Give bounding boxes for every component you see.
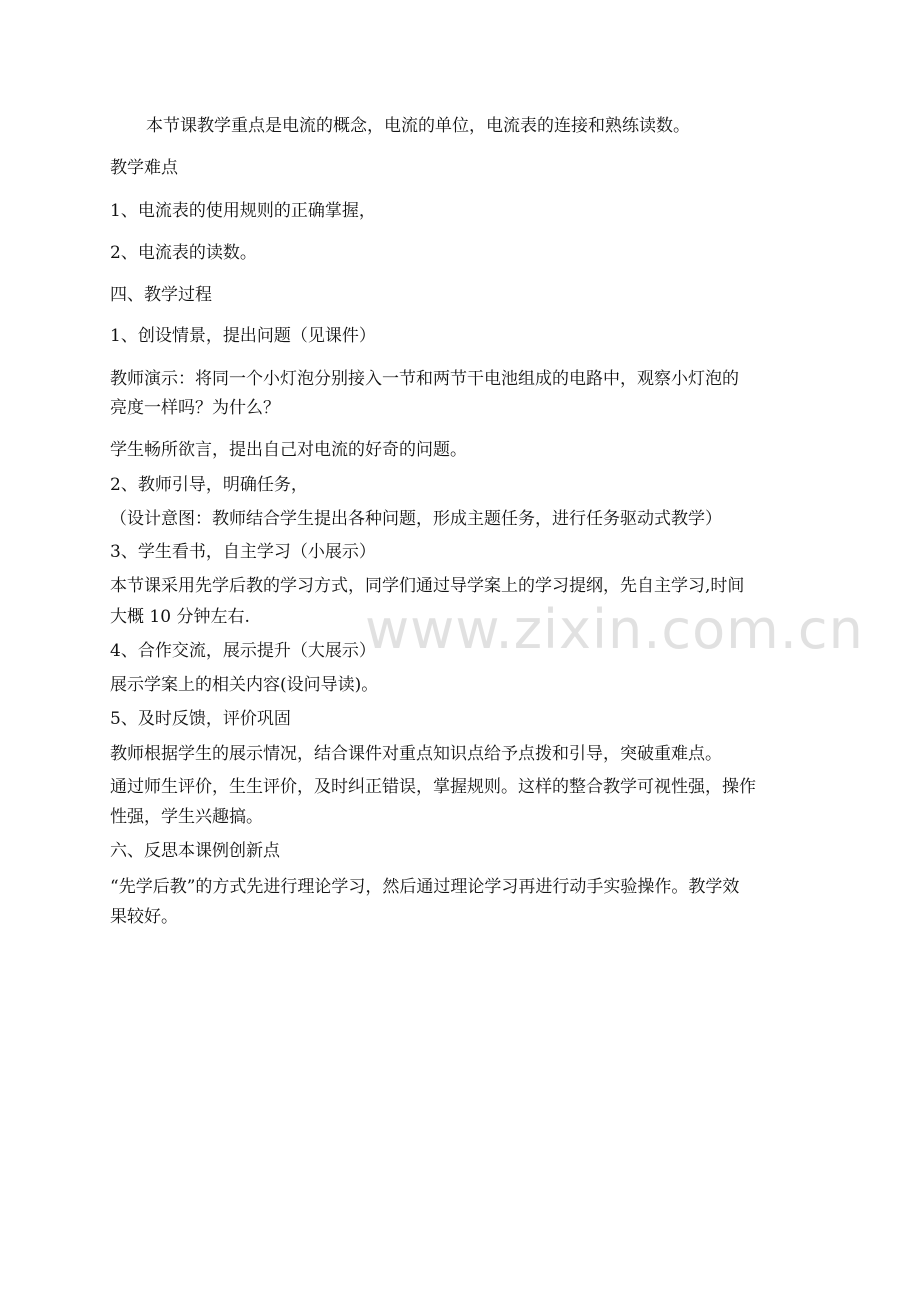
watermark: www.zixin.com.cn: [365, 598, 864, 661]
paragraph-self-study-line-2: 大概 10 分钟左右.: [110, 607, 250, 627]
paragraph-reflection-line-2: 果较好。: [110, 907, 178, 927]
paragraph-show-content: 展示学案上的相关内容(设问导读)。: [110, 675, 379, 695]
list-item-difficulty-1: 1、电流表的使用规则的正确掌握，: [110, 201, 376, 221]
step-1-heading: 1、创设情景，提出问题（见课件）: [110, 326, 376, 346]
paragraph-students-questions: 学生畅所欲言，提出自己对电流的好奇的问题。: [110, 440, 467, 460]
paragraph-demo-line-1: 教师演示：将同一个小灯泡分别接入一节和两节干电池组成的电路中，观察小灯泡的: [110, 369, 739, 389]
heading-difficulties: 教学难点: [110, 158, 178, 178]
paragraph-evaluation-line-2: 性强，学生兴趣搞。: [110, 807, 263, 827]
step-4-heading: 4、合作交流，展示提升（大展示）: [110, 641, 376, 661]
paragraph-evaluation-line-1: 通过师生评价，生生评价，及时纠正错误，掌握规则。这样的整合教学可视性强，操作: [110, 777, 756, 797]
paragraph-reflection-line-1: “先学后教”的方式先进行理论学习，然后通过理论学习再进行动手实验操作。教学效: [110, 877, 740, 897]
paragraph-feedback: 教师根据学生的展示情况，结合课件对重点知识点给予点拨和引导，突破重难点。: [110, 744, 722, 764]
paragraph-demo-line-2: 亮度一样吗？为什么？: [110, 398, 280, 418]
step-3-heading: 3、学生看书，自主学习（小展示）: [110, 542, 376, 562]
heading-teaching-process: 四、教学过程: [110, 285, 212, 305]
list-item-difficulty-2: 2、电流表的读数。: [110, 243, 257, 263]
paragraph-design-intent: （设计意图：教师结合学生提出各种问题，形成主题任务，进行任务驱动式教学）: [110, 509, 722, 529]
heading-reflection: 六、反思本课例创新点: [110, 841, 280, 861]
paragraph-key-points: 本节课教学重点是电流的概念，电流的单位，电流表的连接和熟练读数。: [146, 116, 690, 136]
step-5-heading: 5、及时反馈，评价巩固: [110, 709, 291, 729]
step-2-heading: 2、教师引导，明确任务，: [110, 475, 308, 495]
paragraph-self-study-line-1: 本节课采用先学后教的学习方式，同学们通过导学案上的学习提纲，先自主学习,时间: [110, 576, 745, 596]
